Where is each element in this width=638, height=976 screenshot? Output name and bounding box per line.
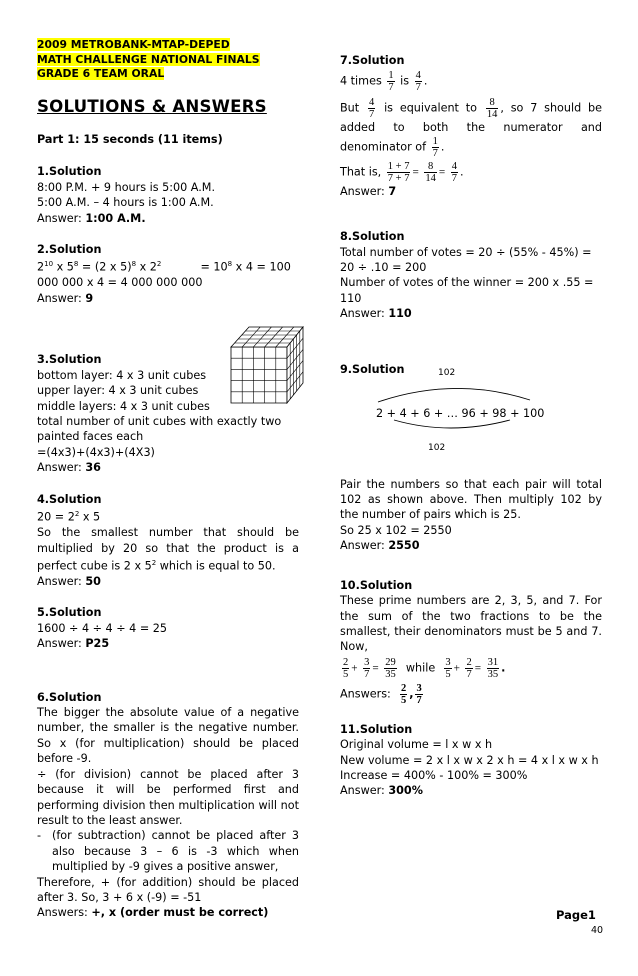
solution-10 bbox=[340, 578, 602, 706]
solution-title: 7.Solution bbox=[340, 54, 405, 67]
left-column bbox=[37, 38, 299, 921]
answer-value: 50 bbox=[85, 575, 101, 589]
answer bbox=[37, 905, 299, 920]
text: 20 = 2 bbox=[37, 510, 75, 524]
text: So the smallest number that should be multiplied by 20 so that the product is a perfect cube is 2 x 5 bbox=[37, 526, 299, 573]
answer bbox=[340, 184, 602, 199]
fraction: $\frac{4}{7}$ bbox=[451, 160, 457, 184]
solution-line: middle layers: 4 x 3 unit cubes bbox=[37, 399, 210, 413]
solution-line: Original volume = l x w x h bbox=[340, 738, 493, 752]
arc-label-top: 102 bbox=[438, 367, 456, 378]
fraction: $\frac{31}{35}$ bbox=[487, 656, 499, 680]
fraction: $\frac{3}{7}$ bbox=[416, 682, 422, 706]
fraction: $\frac{4}{7}$ bbox=[368, 97, 375, 121]
list-item: - (for subtraction) cannot be placed after 3 also because 3 – 6 is -3 which when multiplied by -9 gives a positive answer, bbox=[37, 828, 299, 874]
solution-line: total number of unit cubes with exactly two painted faces each bbox=[37, 414, 282, 444]
solution-paragraph: Pair the numbers so that each pair will total 102 as shown above. Then multiply 102 by the number of pairs which is 25. bbox=[340, 477, 602, 522]
solution-line: That is, $\frac{1 + 7}{7 + 7}$ = $\frac{8}{14}$ = $\frac{4}{7}$ . bbox=[340, 160, 464, 184]
answer bbox=[340, 538, 602, 553]
answer bbox=[37, 636, 299, 651]
page-label: Page1 bbox=[556, 908, 596, 922]
solution-line: Increase = 400% - 100% = 300% bbox=[340, 768, 528, 782]
answer-value: 1:00 A.M. bbox=[85, 211, 146, 225]
fraction: $\frac{3}{7}$ bbox=[364, 656, 370, 680]
answer-label: Answer: bbox=[37, 637, 82, 651]
arc-label-bottom: 102 bbox=[428, 442, 446, 453]
solution-title: 6.Solution bbox=[37, 690, 102, 704]
solution-title: 11.Solution bbox=[340, 722, 413, 736]
solution-title: 5.Solution bbox=[37, 606, 102, 620]
solution-line: 8:00 P.M. + 9 hours is 5:00 A.M. bbox=[37, 180, 216, 194]
solution-line: upper layer: 4 x 3 unit cubes bbox=[37, 384, 199, 398]
solution-9 bbox=[340, 362, 602, 554]
solution-11 bbox=[340, 722, 602, 799]
fraction: $\frac{8}{14}$ bbox=[425, 160, 436, 184]
answer-value: 300% bbox=[388, 784, 423, 798]
answer-label: Answer: bbox=[340, 184, 385, 198]
text: which is equal to 50. bbox=[156, 559, 276, 573]
answer-value: 110 bbox=[388, 307, 412, 321]
answer-label: Answer: bbox=[340, 307, 385, 321]
solution-8 bbox=[340, 229, 602, 321]
fraction: $\frac{1}{7}$ bbox=[432, 135, 438, 159]
solution-6 bbox=[37, 690, 299, 921]
solution-paragraph: The bigger the absolute value of a negative number, the smaller is the negative number. So x (for multiplication) should be placed before -9. bbox=[37, 706, 299, 766]
answer bbox=[37, 211, 299, 226]
solution-line: bottom layer: 4 x 3 unit cubes bbox=[37, 368, 207, 382]
solution-line: Total number of votes = 20 ÷ (55% - 45%) = 20 ÷ .10 = 200 bbox=[340, 245, 592, 275]
answer-value: +, x (order must be correct) bbox=[91, 906, 269, 920]
answer bbox=[37, 291, 299, 306]
answer-value: 7 bbox=[388, 184, 397, 198]
header-line-2: MATH CHALLENGE NATIONAL FINALS bbox=[37, 52, 260, 66]
text: is bbox=[400, 74, 410, 88]
text: But bbox=[340, 101, 360, 115]
solution-title: 10.Solution bbox=[340, 578, 413, 592]
solution-title: 4.Solution bbox=[37, 492, 102, 506]
fraction: $\frac{2}{7}$ bbox=[466, 656, 472, 680]
solution-2 bbox=[37, 242, 299, 306]
solution-title: 3.Solution bbox=[37, 353, 102, 367]
answer-value: 36 bbox=[85, 461, 101, 475]
solution-title: 1.Solution bbox=[37, 165, 102, 179]
fraction: $\frac{1}{7}$ bbox=[388, 70, 394, 94]
answer-label: Answer: bbox=[340, 539, 385, 553]
solution-1 bbox=[37, 164, 299, 226]
solution-paragraph: Therefore, + (for addition) should be placed after 3. So, 3 + 6 x (-9) = -51 bbox=[37, 875, 299, 904]
document-header bbox=[37, 38, 299, 82]
header-line-1: 2009 METROBANK-MTAP-DEPED bbox=[37, 38, 230, 51]
answer bbox=[37, 574, 299, 589]
answer bbox=[37, 460, 299, 475]
answer-value: 9 bbox=[85, 291, 94, 305]
solution-line: $20 = 2^2$ x 5 bbox=[37, 509, 101, 524]
text: is equivalent to bbox=[384, 101, 477, 115]
answer bbox=[340, 306, 602, 321]
solution-7 bbox=[340, 53, 602, 199]
answer-value: 2550 bbox=[388, 539, 420, 553]
fraction: $\frac{1 + 7}{7 + 7}$ bbox=[387, 160, 410, 184]
solution-4 bbox=[37, 492, 299, 590]
page-number: 40 bbox=[591, 925, 604, 936]
text: 4 times bbox=[340, 74, 382, 88]
text: while bbox=[405, 661, 436, 675]
text: , so 7 should be added to both the numerator and denominator of bbox=[340, 101, 602, 154]
text: That is, bbox=[340, 165, 382, 179]
answer-label: Answer: bbox=[37, 211, 82, 225]
fraction: $\frac{3}{5}$ bbox=[445, 656, 451, 680]
dash-list bbox=[37, 828, 299, 874]
solution-paragraph: These prime numbers are 2, 3, 5, and 7. For the sum of the two fractions to be the smallest, their denominators must be 5 and 7. Now, bbox=[340, 594, 602, 654]
answer-label: Answer: bbox=[37, 461, 82, 475]
solution-title: 9.Solution bbox=[340, 362, 405, 376]
part-heading: Part 1: 15 seconds (11 items) bbox=[37, 132, 223, 146]
solution-line: New volume = 2 x l x w x 2 x h = 4 x l x w x h bbox=[340, 753, 599, 767]
fraction: $\frac{8}{14}$ bbox=[486, 97, 498, 121]
fraction: $\frac{29}{35}$ bbox=[385, 656, 396, 680]
answer bbox=[340, 783, 602, 798]
answer-label: Answer: bbox=[37, 291, 82, 305]
fraction: $\frac{2}{5}$ bbox=[400, 682, 407, 706]
page-title: SOLUTIONS & ANSWERS bbox=[37, 96, 267, 116]
solution-5 bbox=[37, 605, 299, 651]
solution-line: Number of votes of the winner = 200 x .55 = 110 bbox=[340, 276, 594, 305]
answer-label: Answers: bbox=[340, 687, 391, 701]
solution-line: 5:00 A.M. – 4 hours is 1:00 A.M. bbox=[37, 196, 214, 210]
fraction: $\frac{2}{5}$ bbox=[343, 656, 349, 680]
solution-line: So 25 x 102 = 2550 bbox=[340, 523, 452, 537]
cube-illustration bbox=[229, 325, 305, 405]
header-line-3: GRADE 6 TEAM ORAL bbox=[37, 67, 165, 80]
solution-paragraph: But $\frac{4}{7}$ is equivalent to $\frac{8}{14}$ , so 7 should be added to both the numerator and denominator of $\frac{1}{7}$ . bbox=[340, 97, 602, 159]
answer-label: Answer: bbox=[37, 575, 82, 589]
solution-line: =(4x3)+(4x3)+(4X3) bbox=[37, 445, 155, 459]
solution-line: $\frac{2}{5}$ + $\frac{3}{7}$ = $\frac{29}{35}$ while $\frac{3}{5}$ + $\frac{2}{7}$ = $\frac{31}{35}$ . bbox=[343, 656, 506, 680]
solution-line: 4 times $\frac{1}{7}$ is $\frac{4}{7}$ . bbox=[340, 70, 428, 94]
pairing-diagram bbox=[340, 362, 602, 462]
solution-title: 2.Solution bbox=[37, 242, 102, 256]
solution-paragraph: So the smallest number that should be multiplied by 20 so that the product is a perfect cube is 2 x $5^2$ which is equal to 50. bbox=[37, 526, 299, 573]
answer-label: Answer: bbox=[340, 784, 385, 798]
answer-value: P25 bbox=[85, 637, 110, 651]
solution-title: 8.Solution bbox=[340, 230, 405, 244]
solution-paragraph: ÷ (for division) cannot be placed after 3 because it will be performed first and performing division then multiplication will not result to the least answer. bbox=[37, 767, 299, 827]
number-series: 2 + 4 + 6 + … 96 + 98 + 100 bbox=[376, 406, 545, 420]
answer-label: Answers: bbox=[37, 906, 88, 920]
solution-line: 1600 ÷ 4 ÷ 4 ÷ 4 = 25 bbox=[37, 621, 168, 635]
answer: Answers: $\frac{2}{5}$ , $\frac{3}{7}$ bbox=[340, 682, 422, 706]
fraction: $\frac{4}{7}$ bbox=[415, 70, 421, 94]
right-column bbox=[340, 38, 602, 815]
solution-line: $2^{10}$ x $5^8 = (2$ x 5)$^8$ x $2^2$ = $10^8$ x 4 = 100 000 000 x 4 = 4 000 000 000 bbox=[37, 260, 291, 290]
